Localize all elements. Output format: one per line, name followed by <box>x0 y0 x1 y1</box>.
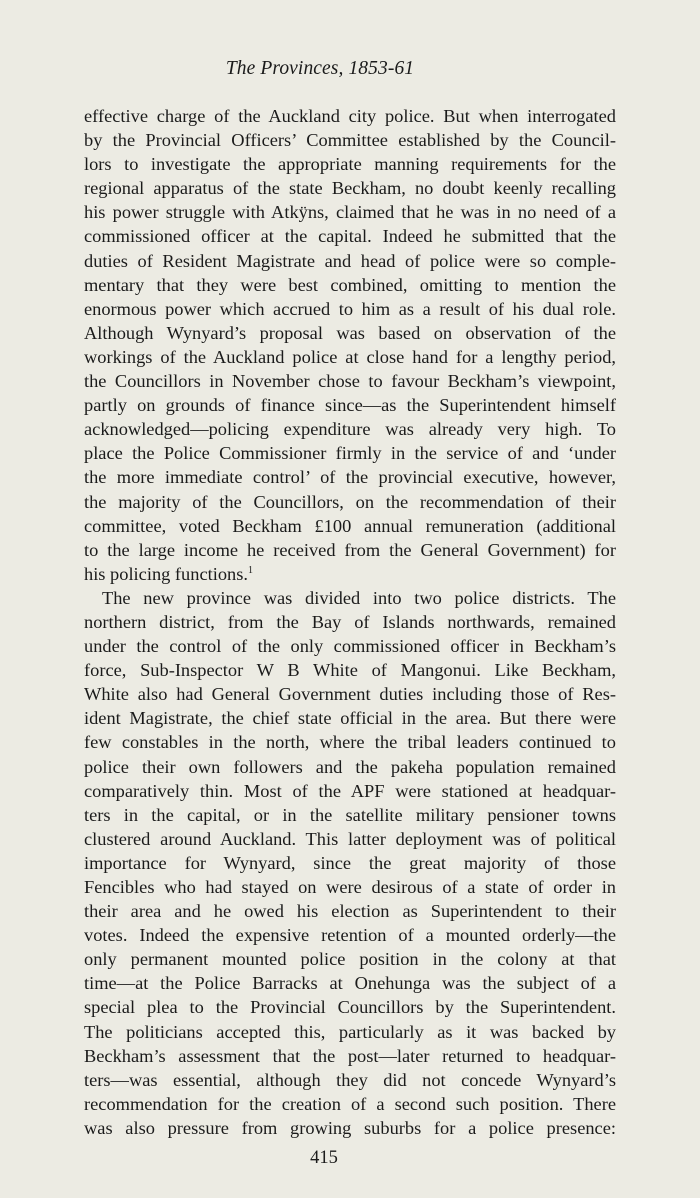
text-line: ident Magistrate, the chief state official in the area. But there were <box>84 708 616 729</box>
text-line: votes. Indeed the expensive retention of a mounted orderly—the <box>84 925 616 946</box>
text-line: acknowledged—policing expenditure was already very high. To <box>84 419 616 440</box>
text-line: regional apparatus of the state Beckham, no doubt keenly recalling <box>84 178 616 199</box>
text-line: lors to investigate the appropriate manning requirements for the <box>84 154 616 175</box>
paragraph-2 <box>84 586 616 1140</box>
text-line: The politicians accepted this, particularly as it was backed by <box>84 1021 616 1042</box>
text-line: partly on grounds of finance since—as the Superintendent himself <box>84 395 616 416</box>
text-line: time—at the Police Barracks at Onehunga was the subject of a <box>84 973 616 994</box>
text-line: force, Sub-Inspector W B White of Mangonui. Like Beckham, <box>84 660 616 681</box>
body-text <box>84 104 616 1140</box>
text-line: northern district, from the Bay of Islands northwards, remained <box>84 611 616 632</box>
text-line: under the control of the only commissioned officer in Beckham’s <box>84 636 616 657</box>
text-line: the Councillors in November chose to favour Beckham’s viewpoint, <box>84 371 616 392</box>
text-line: White also had General Government duties including those of Res- <box>84 684 616 705</box>
text-line: workings of the Auckland police at close hand for a lengthy period, <box>84 346 616 367</box>
text-line: Although Wynyard’s proposal was based on observation of the <box>84 322 616 343</box>
text-line: police their own followers and the pakeha population remained <box>84 756 616 777</box>
text-line: ters—was essential, although they did not concede Wynyard’s <box>84 1069 616 1090</box>
running-head: The Provinces, 1853-61 <box>225 58 415 79</box>
text-line: clustered around Auckland. This latter deployment was of political <box>84 828 616 849</box>
footnote-marker: 1 <box>247 564 253 576</box>
text-line: to the large income he received from the General Government) for <box>84 539 616 560</box>
text-line: Fencibles who had stayed on were desirous of a state of order in <box>84 877 616 897</box>
page-number: 415 <box>310 1148 338 1168</box>
text-line: duties of Resident Magistrate and head of police were so comple- <box>84 250 616 271</box>
text-line: place the Police Commissioner firmly in the service of and ‘under <box>84 443 616 464</box>
text-line: few constables in the north, where the tribal leaders continued to <box>84 732 616 753</box>
text-line-last <box>84 562 616 586</box>
text-line: special plea to the Provincial Councillors by the Superintendent. <box>84 997 616 1018</box>
text-line: committee, voted Beckham £100 annual remuneration (additional <box>84 515 616 536</box>
text-line: recommendation for the creation of a second such position. There <box>84 1093 616 1114</box>
text-line: was also pressure from growing suburbs for a police presence: <box>84 1117 616 1138</box>
text-line: effective charge of the Auckland city police. But when interrogated <box>84 106 616 126</box>
text-line: only permanent mounted police position in the colony at that <box>84 949 616 970</box>
text-line: by the Provincial Officers’ Committee established by the Council- <box>84 130 616 151</box>
paragraph-1 <box>84 104 616 586</box>
text-line: his power struggle with Atkÿns, claimed that he was in no need of a <box>84 202 616 223</box>
text-line: their area and he owed his election as Superintendent to their <box>84 901 616 922</box>
text-line: the majority of the Councillors, on the recommendation of their <box>84 491 616 512</box>
text-line: enormous power which accrued to him as a result of his dual role. <box>84 298 616 319</box>
text-line-first: The new province was divided into two police districts. The <box>102 587 616 608</box>
text-line: Beckham’s assessment that the post—later returned to headquar- <box>84 1045 616 1066</box>
text-line: comparatively thin. Most of the APF were stationed at headquar- <box>84 780 616 801</box>
text-line: commissioned officer at the capital. Indeed he submitted that the <box>84 226 616 247</box>
text-line: the more immediate control’ of the provincial executive, however, <box>84 467 616 488</box>
text-line: mentary that they were best combined, omitting to mention the <box>84 274 616 295</box>
text-line: importance for Wynyard, since the great majority of those <box>84 852 616 873</box>
text-line-content: his policing functions. <box>84 563 248 584</box>
text-line: ters in the capital, or in the satellite military pensioner towns <box>84 804 616 825</box>
